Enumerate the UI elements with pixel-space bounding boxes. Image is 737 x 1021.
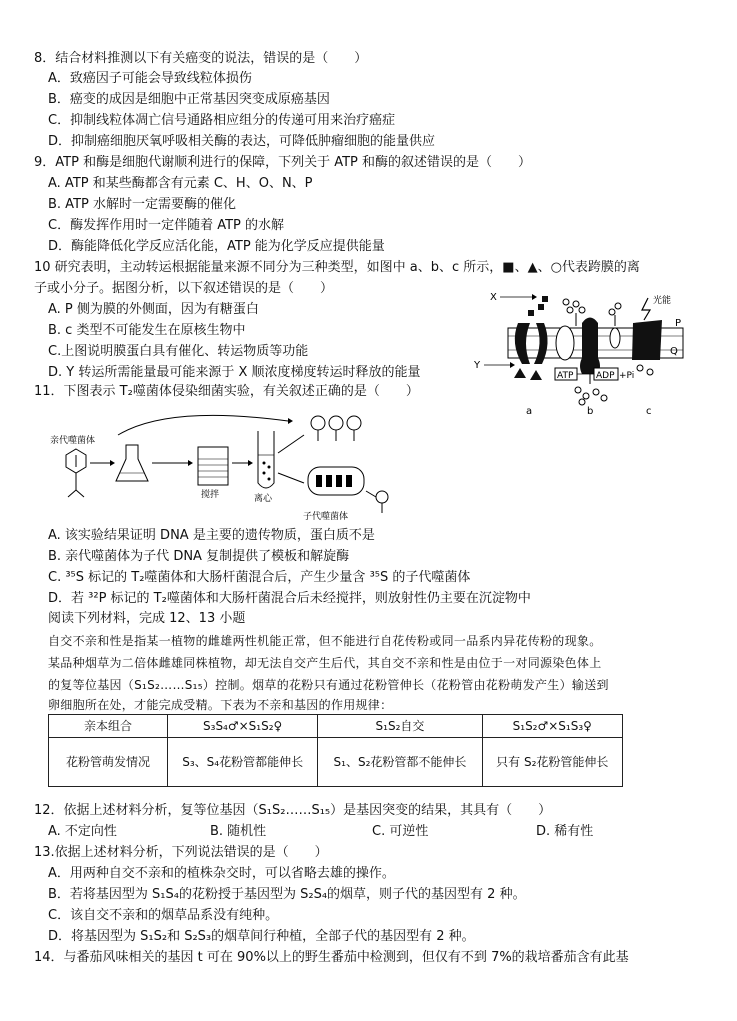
test-tube-icon (258, 431, 274, 488)
q12-option-a: A. 不定向性 (48, 824, 117, 839)
q12-option-d: D. 稀有性 (536, 824, 594, 839)
q11-option-c: C. ³⁵S 标记的 T₂噬菌体和大肠杆菌混合后，产生少量含 ³⁵S 的子代噬菌体 (48, 570, 471, 585)
q10-option-c: C.上图说明膜蛋白具有催化、转运物质等功能 (48, 344, 309, 359)
material-line-1: 自交不亲和性是指某一植物的雌雄两性机能正常，但不能进行自花传粉或同一品系内异花传粉的现象。 (48, 634, 602, 648)
material-line-3: 的复等位基因（S₁S₂……S₁₅）控制。烟草的花粉只有通过花粉管伸长（花粉管由花粉萌发产生）输送到 (48, 678, 609, 692)
table-cell: S₃、S₄花粉管都能伸长 (168, 738, 318, 787)
flask-icon (116, 445, 148, 481)
incompatibility-table (48, 714, 623, 787)
table-header-cell: S₃S₄♂×S₁S₂♀ (168, 715, 318, 738)
phage-cluster-icon (311, 416, 361, 441)
q13-option-d: D．将基因型为 S₁S₂和 S₂S₃的烟草间行种植，全部子代的基因型有 2 种。 (48, 929, 475, 944)
q13-option-a: A．用两种自交不亲和的植株杂交时，可以省略去雄的操作。 (48, 866, 395, 881)
parent-phage-icon (66, 449, 86, 497)
carrier-b (580, 318, 600, 375)
label-light-energy: 光能 (653, 296, 672, 306)
q13-option-b: B．若将基因型为 S₁S₄的花粉授于基因型为 S₂S₄的烟草，则子代的基因型有 2 种。 (48, 887, 526, 902)
label-centrifuge: 离心 (254, 494, 273, 504)
q9-option-a: A. ATP 和某些酶都含有元素 C、H、O、N、P (48, 176, 313, 191)
label-c: c (646, 406, 652, 417)
q10-option-d: D. Y 转运所需能量最可能来源于 X 顺浓度梯度转运时释放的能量 (48, 365, 421, 380)
table-row (49, 715, 623, 738)
label-q: Q (670, 346, 678, 357)
q9-stem: 9．ATP 和酶是细胞代谢顺利进行的保障，下列关于 ATP 和酶的叙述错误的是（ ） (34, 155, 531, 170)
table-header-cell: S₁S₂♂×S₁S₃♀ (482, 715, 622, 738)
label-p: P (675, 318, 682, 329)
q8-option-a: A．致癌因子可能会导致线粒体损伤 (48, 71, 252, 86)
beaker-icon (198, 447, 228, 485)
q10-stem-line1: 10 研究表明，主动转运根据能量来源不同分为三种类型，如图中 a、b、c 所示，■、▲、○代表跨膜的离 (34, 260, 640, 275)
q13-option-c: C．该自交不亲和的烟草品系没有纯种。 (48, 908, 279, 923)
label-offspring-phage: 子代噬菌体 (303, 512, 349, 522)
q12-stem: 12．依据上述材料分析，复等位基因（S₁S₂……S₁₅）是基因突变的结果，其具有（ ） (34, 803, 552, 818)
q8-option-d: D．抑制癌细胞厌氧呼吸相关酶的表达，可降低肿瘤细胞的能量供应 (48, 134, 436, 149)
label-stir: 搅拌 (201, 490, 220, 500)
q9-option-b: B. ATP 水解时一定需要酶的催化 (48, 197, 236, 212)
table-cell: 只有 S₂花粉管能伸长 (482, 738, 622, 787)
q11-option-b: B. 亲代噬菌体为子代 DNA 复制提供了模板和解旋酶 (48, 549, 350, 564)
carrier-c (632, 320, 662, 360)
q9-option-c: C．酶发挥作用时一定伴随着 ATP 的水解 (48, 218, 285, 233)
q11-option-d: D．若 ³²P 标记的 T₂噬菌体和大肠杆菌混合后未经搅拌，则放射性仍主要在沉淀物中 (48, 591, 531, 606)
label-a: a (526, 406, 533, 417)
label-b: b (587, 406, 594, 417)
q8-stem: 8．结合材料推测以下有关癌变的说法，错误的是（ ） (34, 51, 368, 66)
q10-option-b: B. c 类型不可能发生在原核生物中 (48, 323, 246, 338)
q12-option-c: C. 可逆性 (372, 824, 429, 839)
bacterium-icon (308, 467, 364, 495)
q9-option-d: D．酶能降低化学反应活化能，ATP 能为化学反应提供能量 (48, 239, 385, 254)
q10-stem-line2: 子或小分子。据图分析，以下叙述错误的是（ ） (34, 281, 334, 296)
q8-option-b: B．癌变的成因是细胞中正常基因突变成原癌基因 (48, 92, 330, 107)
q12-option-b: B. 随机性 (210, 824, 267, 839)
q10-option-a: A. P 侧为膜的外侧面，因为有糖蛋白 (48, 302, 259, 317)
label-adp: ADP (596, 371, 615, 381)
material-line-4: 卵细胞所在处，才能完成受精。下表为不亲和基因的作用规律： (48, 698, 393, 712)
label-pi: +Pi (619, 371, 635, 381)
material-intro: 阅读下列材料，完成 12、13 小题 (48, 611, 246, 626)
table-cell: 花粉管萌发情况 (49, 738, 168, 787)
membrane-transport-figure (470, 288, 700, 423)
offspring-phage-icon (376, 491, 388, 503)
label-y: Y (474, 360, 481, 371)
table-cell: S₁、S₂花粉管都不能伸长 (318, 738, 482, 787)
label-atp: ATP (557, 371, 574, 381)
q14-stem: 14．与番茄风味相关的基因 t 可在 90%以上的野生番茄中检测到，但仅有不到 7%的栽培番茄含有此基 (34, 950, 629, 965)
table-header-cell: 亲本组合 (49, 715, 168, 738)
q8-option-c: C．抑制线粒体凋亡信号通路相应组分的传递可用来治疗癌症 (48, 113, 396, 128)
q11-stem: 11．下图表示 T₂噬菌体侵染细菌实验，有关叙述正确的是（ ） (34, 384, 419, 399)
q11-option-a: A. 该实验结果证明 DNA 是主要的遗传物质，蛋白质不是 (48, 528, 375, 543)
label-parent-phage: 亲代噬菌体 (50, 436, 96, 446)
material-line-2: 某品种烟草为二倍体雌雄同株植物，却无法自交产生后代，其自交不亲和性是由位于一对同源染色体上 (48, 656, 602, 670)
table-header-cell: S₁S₂自交 (318, 715, 482, 738)
label-x: X (490, 292, 497, 303)
q13-stem: 13.依据上述材料分析，下列说法错误的是（ ） (34, 845, 328, 860)
phage-experiment-figure (48, 405, 398, 525)
table-row (49, 738, 623, 787)
